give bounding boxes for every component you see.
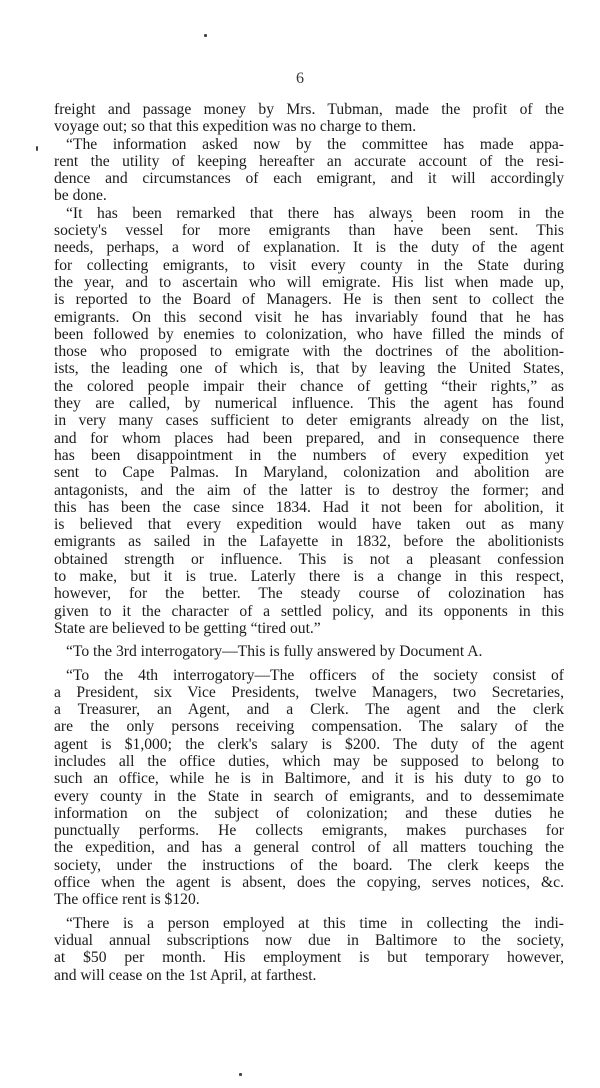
- text-line: vidual annual subscriptions now due in Baltimore to the society,: [54, 931, 564, 949]
- text-line: those who proposed to emigrate with the doctrines of the abolition-: [54, 343, 564, 361]
- text-line: emigrants as sailed in the Lafayette in 1832, before the abolitionists: [54, 533, 564, 551]
- text-line: be done.: [54, 187, 107, 205]
- text-line: and will cease on the 1st April, at farthest.: [54, 966, 317, 984]
- text-line: “It has been remarked that there has always been room in the: [66, 204, 564, 222]
- text-line: includes all the office duties, which may be supposed to belong to: [54, 752, 564, 770]
- text-line: society, under the instructions of the board. The clerk keeps the: [54, 856, 564, 874]
- text-line: voyage out; so that this expedition was no charge to them.: [54, 118, 417, 136]
- text-line: “The information asked now by the committee has made appa-: [66, 135, 564, 153]
- text-line: sent to Cape Palmas. In Maryland, colonization and abolition are: [54, 464, 564, 482]
- paragraph: [54, 101, 564, 136]
- ink-speck: [36, 146, 38, 151]
- text-line: this has been the case since 1834. Had it not been for abolition, it: [54, 498, 564, 516]
- paragraph: [54, 915, 564, 984]
- text-line: the year, and to ascertain who will emigrate. His list when made up,: [54, 273, 564, 291]
- text-line: for collecting emigrants, to visit every county in the State during: [54, 256, 564, 274]
- text-line: ists, the leading one of which is, that by leaving the United States,: [54, 360, 564, 378]
- text-line: “To the 3rd interrogatory—This is fully answered by Document A.: [66, 643, 483, 661]
- text-line: office when the agent is absent, does the copying, serves notices, &c.: [54, 874, 564, 892]
- text-line: obtained strength or influence. This is not a pleasant confession: [54, 550, 564, 568]
- text-line: such an office, while he is in Baltimore, and it is his duty to go to: [54, 770, 564, 788]
- text-line: at $50 per month. His employment is but temporary however,: [54, 949, 564, 967]
- text-line: emigrants. On this second visit he has invariably found that he has: [54, 308, 564, 326]
- text-line: the expedition, and has a general control of all matters touching the: [54, 839, 564, 857]
- text-line: is reported to the Board of Managers. He is then sent to collect the: [54, 291, 564, 309]
- text-line: been followed by enemies to colonization, who have filled the minds of: [54, 325, 564, 343]
- text-line: is believed that every expedition would have taken out as many: [54, 516, 564, 534]
- page-number: 6: [296, 70, 304, 87]
- text-line: are the only persons receiving compensation. The salary of the: [54, 718, 564, 736]
- paragraph: [54, 205, 564, 637]
- text-line: freight and passage money by Mrs. Tubman, made the profit of the: [54, 101, 564, 118]
- text-line: in very many cases sufficient to deter emigrants already on the list,: [54, 412, 564, 430]
- text-line: has been disappointment in the numbers of every expedition yet: [54, 446, 564, 464]
- text-line: antagonists, and the aim of the latter is to destroy the former; and: [54, 481, 564, 499]
- text-line: agent is $1,000; the clerk's salary is $200. The duty of the agent: [54, 735, 564, 753]
- paragraph: [54, 667, 564, 909]
- text-line: society's vessel for more emigrants than have been sent. This: [54, 222, 564, 240]
- text-line: they are called, by numerical influence. This the agent has found: [54, 395, 564, 413]
- text-line: The office rent is $120.: [54, 891, 200, 909]
- text-line: needs, perhaps, a word of explanation. It is the duty of the agent: [54, 239, 564, 257]
- text-line: State are believed to be getting “tired out.”: [54, 619, 321, 637]
- text-line: every county in the State in search of emigrants, and to dessemimate: [54, 787, 564, 805]
- text-line: “There is a person employed at this time in collecting the indi-: [66, 914, 564, 932]
- text-line: punctually performs. He collects emigrants, makes purchases for: [54, 822, 564, 840]
- paragraph: [54, 643, 564, 660]
- text-line: to make, but it is true. Laterly there is a change in this respect,: [54, 568, 564, 586]
- text-line: “To the 4th interrogatory—The officers of the society consist of: [66, 666, 564, 684]
- body-text: [54, 101, 564, 984]
- text-line: a President, six Vice Presidents, twelve Managers, two Secretaries,: [54, 683, 564, 701]
- text-line: rent the utility of keeping hereafter an accurate account of the resi-: [54, 152, 564, 170]
- text-line: a Treasurer, an Agent, and a Clerk. The agent and the clerk: [54, 701, 564, 719]
- text-line: however, for the better. The steady course of colozination has: [54, 585, 564, 603]
- text-line: given to it the character of a settled policy, and its opponents in this: [54, 602, 564, 620]
- ink-speck: [239, 1073, 242, 1076]
- text-line: and for whom places had been prepared, and in consequence there: [54, 429, 564, 447]
- paragraph: [54, 136, 564, 205]
- text-line: dence and circumstances of each emigrant, and it will accordingly: [54, 170, 564, 188]
- text-line: the colored people impair their chance of getting “their rights,” as: [54, 377, 564, 395]
- ink-speck: [204, 34, 207, 37]
- text-line: information on the subject of colonization; and these duties he: [54, 804, 564, 822]
